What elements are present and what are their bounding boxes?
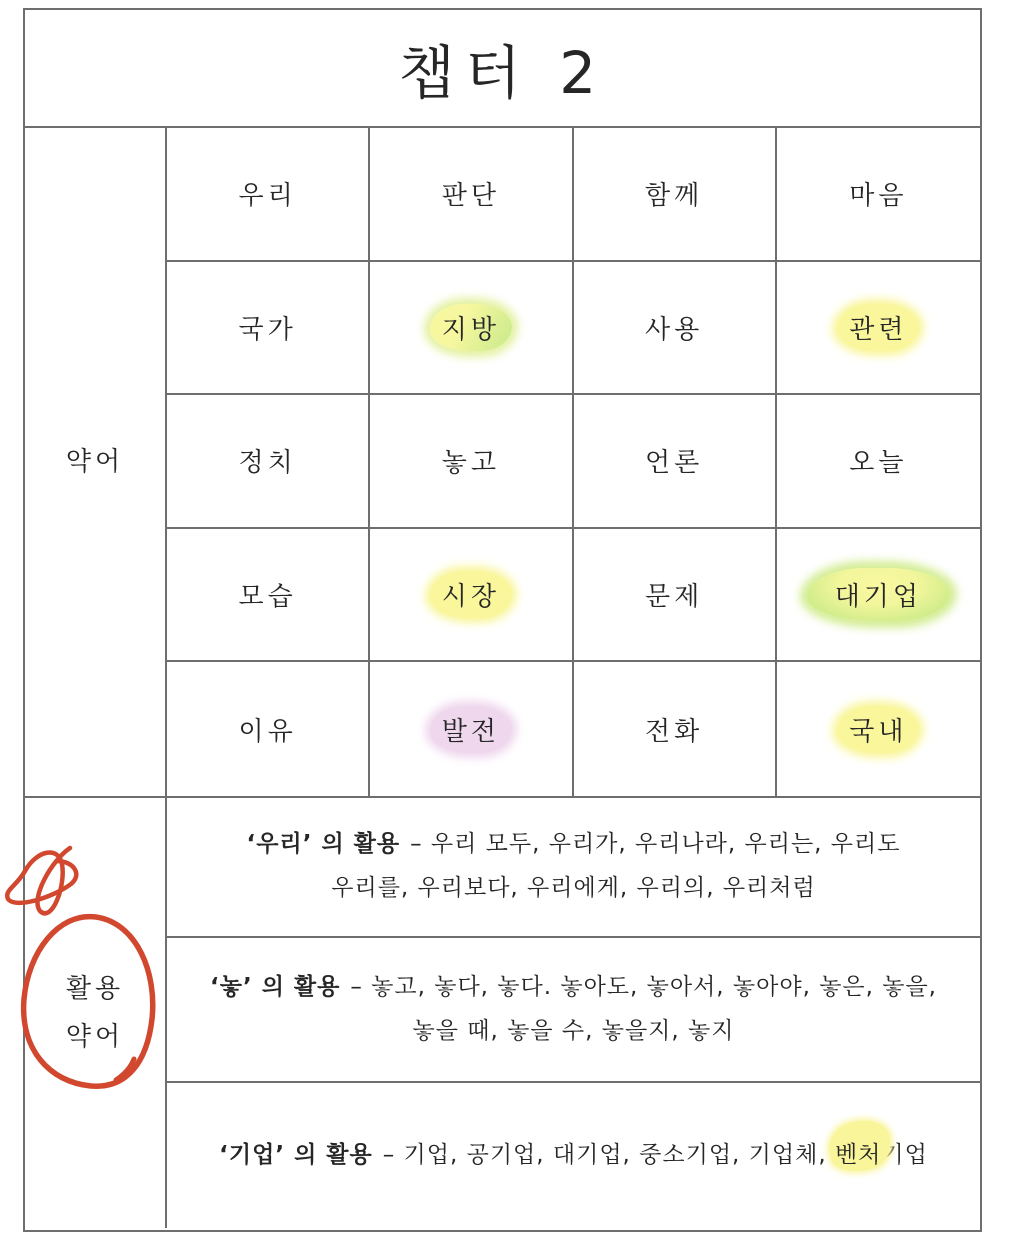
usage-word-highlighted: 벤처 (835, 1141, 881, 1171)
abbr-word: 언론 (645, 448, 704, 479)
title-row (25, 10, 980, 128)
abbr-cell (167, 128, 370, 262)
abbr-cell (574, 662, 777, 796)
abbr-cell (777, 262, 980, 396)
usage-rows (167, 798, 980, 1228)
usage-section-label (25, 798, 167, 1228)
abbr-word: 함께 (645, 181, 704, 212)
abbr-word: 사용 (645, 314, 704, 345)
abbr-cell (167, 395, 370, 529)
usage-line (247, 830, 901, 860)
abbr-word: 모습 (238, 582, 297, 613)
abbr-word: 국가 (238, 314, 297, 345)
usage-section (25, 798, 980, 1228)
abbr-word-highlighted: 지방 (430, 304, 512, 351)
abbr-word: 이유 (238, 716, 297, 747)
usage-row-noh (167, 938, 980, 1083)
abbr-cell (370, 529, 573, 663)
abbr-word: 마음 (849, 181, 908, 212)
abbr-word: 문제 (645, 582, 704, 613)
abbr-cell (370, 262, 573, 396)
abbr-cell (574, 395, 777, 529)
usage-after-highlight: 기업 (881, 1141, 928, 1168)
abbr-word-highlighted: 발전 (430, 706, 512, 753)
abbr-word-highlighted: 국내 (837, 706, 919, 753)
abbreviation-section (25, 128, 980, 798)
worksheet-table (23, 8, 982, 1232)
abbr-cell (574, 262, 777, 396)
usage-line2: 우리를, 우리보다, 우리에게, 우리의, 우리처럼 (331, 875, 816, 901)
usage-lead: ‘우리’ 의 활용 (246, 831, 401, 858)
page-title: 챕터 2 (398, 39, 607, 107)
abbr-cell (574, 128, 777, 262)
abbr-cell (167, 262, 370, 396)
abbreviation-section-label (25, 128, 167, 796)
usage-row-gieop (167, 1083, 980, 1228)
usage-line (210, 973, 937, 1003)
abbr-cell (777, 395, 980, 529)
abbr-word-highlighted: 대기업 (807, 568, 950, 621)
usage-label-line1: 활용 (65, 973, 125, 1004)
abbr-cell (370, 662, 573, 796)
abbr-word-highlighted: 시장 (430, 571, 512, 618)
usage-row-uri (167, 798, 980, 938)
abbr-cell (777, 128, 980, 262)
abbr-cell (370, 395, 573, 529)
usage-lead: ‘기업’ 의 활용 (219, 1141, 373, 1168)
abbreviation-word-grid (167, 128, 980, 796)
abbr-word: 오늘 (849, 448, 908, 479)
abbr-cell (777, 662, 980, 796)
usage-label-line2: 약어 (65, 1022, 125, 1052)
usage-list: – 우리 모두, 우리가, 우리나라, 우리는, 우리도 (410, 831, 901, 858)
abbreviation-label-text: 약어 (65, 446, 125, 477)
abbr-cell (370, 128, 573, 262)
abbr-word: 정치 (238, 448, 297, 479)
abbr-cell (777, 529, 980, 663)
usage-line (219, 1141, 928, 1171)
usage-list: – 놓고, 놓다, 놓다. 놓아도, 놓아서, 놓아야, 놓은, 놓을, (350, 973, 937, 1000)
abbr-cell (574, 529, 777, 663)
abbr-cell (167, 529, 370, 663)
abbr-word: 전화 (645, 716, 704, 747)
usage-line2: 놓을 때, 놓을 수, 놓을지, 놓지 (412, 1017, 735, 1044)
usage-list: – 기업, 공기업, 대기업, 중소기업, 기업체, (382, 1141, 827, 1168)
abbr-word: 판단 (441, 181, 500, 212)
abbr-cell (167, 662, 370, 796)
usage-lead: ‘놓’ 의 활용 (210, 973, 341, 1000)
abbr-word: 우리 (238, 181, 297, 212)
abbr-word: 놓고 (441, 448, 500, 479)
abbr-word-highlighted: 관련 (837, 304, 919, 351)
